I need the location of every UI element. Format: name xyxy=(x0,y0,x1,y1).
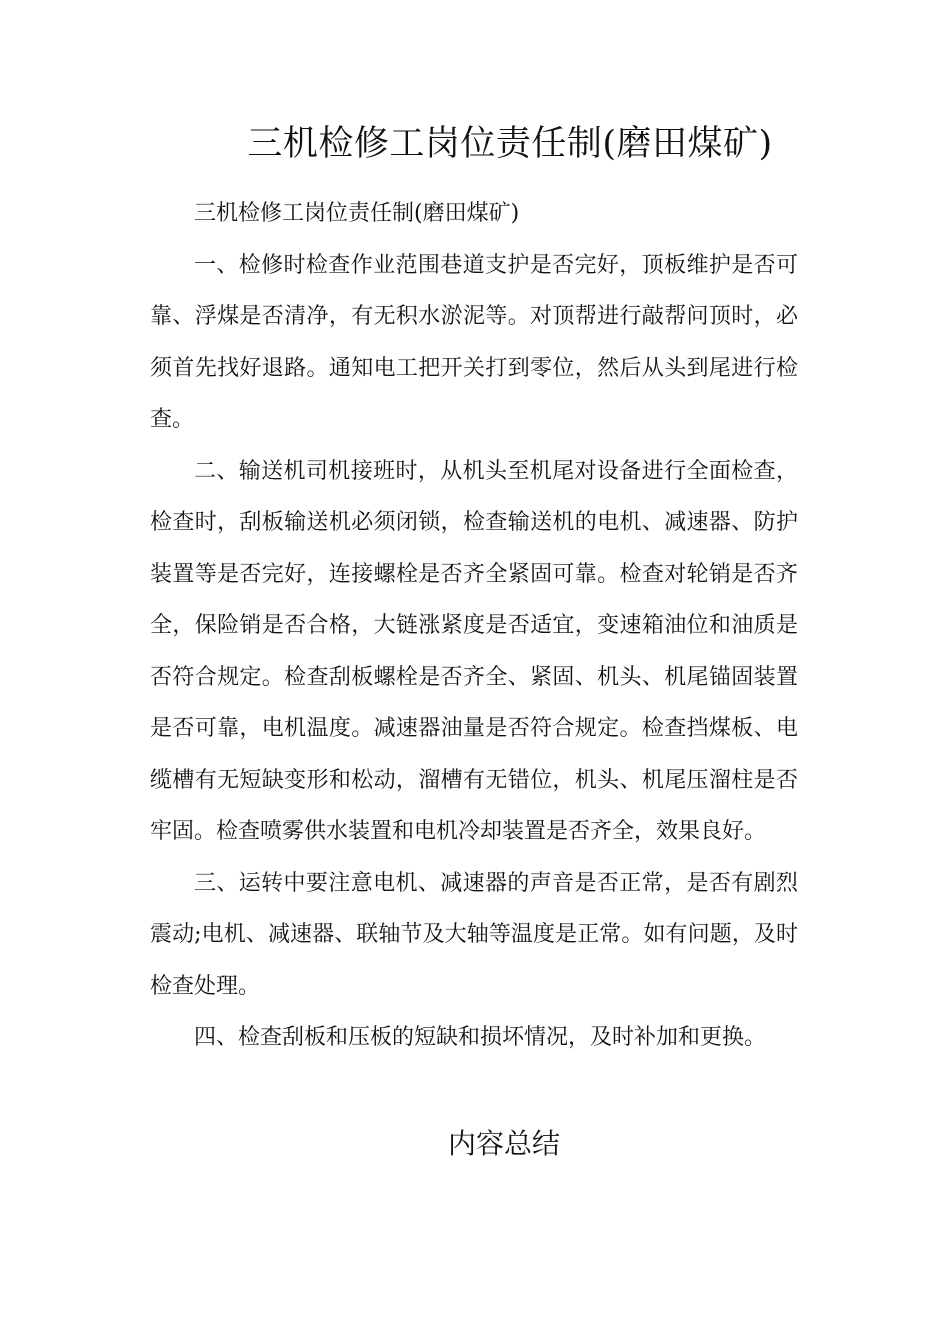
paragraph-section-2: 二、输送机司机接班时，从机头至机尾对设备进行全面检查，检查时，刮板输送机必须闭锁，检查输送机的电机、减速器、防护装置等是否完好，连接螺栓是否齐全紧固可靠。检查对轮销是否齐全，保险销是否合格，大链涨紧度是否适宜，变速箱油位和油质是否符合规定。检查刮板螺栓是否齐全、紧固、机头、机尾锚固装置是否可靠，电机温度。减速器油量是否符合规定。检查挡煤板、电缆槽有无短缺变形和松动，溜槽有无错位，机头、机尾压溜柱是否牢固。检查喷雾供水装置和电机冷却装置是否齐全，效果良好。 xyxy=(150,458,798,844)
paragraph-subtitle: 三机检修工岗位责任制(磨田煤矿) xyxy=(194,201,520,226)
document-title: 三机检修工岗位责任制(磨田煤矿) xyxy=(247,124,773,164)
document-body xyxy=(150,188,798,1064)
summary-heading: 内容总结 xyxy=(447,1127,560,1160)
paragraph-section-3: 三、运转中要注意电机、减速器的声音是否正常，是否有剧烈震动;电机、减速器、联轴节及大轴等温度是正常。如有问题，及时检查处理。 xyxy=(150,870,798,999)
paragraph-section-1: 一、检修时检查作业范围巷道支护是否完好，顶板维护是否可靠、浮煤是否清净，有无积水淤泥等。对顶帮进行敲帮问顶时，必须首先找好退路。通知电工把开关打到零位，然后从头到尾进行检查。 xyxy=(150,252,798,432)
paragraph-section-4: 四、检查刮板和压板的短缺和损坏情况，及时补加和更换。 xyxy=(194,1025,767,1050)
